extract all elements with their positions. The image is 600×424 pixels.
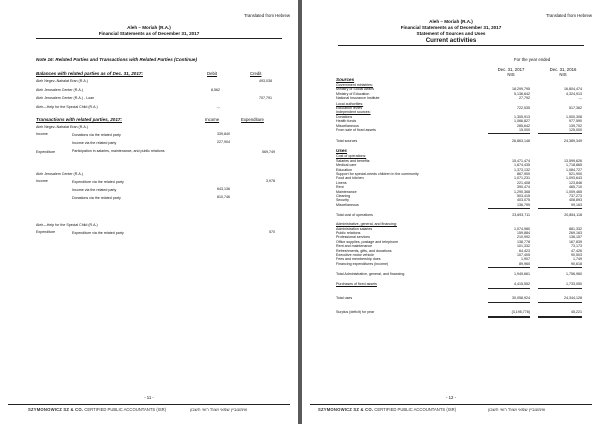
translated-note: Translated from Hebrew (244, 13, 290, 18)
rule-line (488, 288, 530, 289)
admin-row-2017: 64,423 (519, 248, 530, 253)
admin-row-2016: 90,503 (571, 253, 582, 257)
transaction-income: 643,136 (217, 187, 230, 191)
ops-row-label: Linens (336, 180, 347, 185)
total-sources-2016: 24,389,349 (564, 139, 582, 144)
title-statements: Financial Statements as of December 31, 2017 (400, 25, 502, 30)
transaction-entity: Aleh Negev–Nahalat Eran (R.A.) (36, 125, 88, 129)
rule-line (488, 133, 530, 134)
gov-row-2016: 4,324,913 (566, 91, 582, 96)
col-2016-date: Dec. 31, 2016 (549, 67, 577, 72)
col-2017-currency: NIS (507, 72, 515, 77)
ops-row-2016: 1,718,865 (566, 163, 582, 168)
page-number: - 12 - (445, 395, 457, 400)
total-admin-2017: 1,949,661 (514, 272, 530, 277)
admin-row-2016: 881,332 (569, 226, 582, 231)
indep-heading: Independent sources: (336, 110, 371, 115)
balance-label: Aleh Jerusalem Center (R.A.) (36, 87, 83, 92)
ops-row-2016: 521,900 (569, 172, 582, 176)
translated-note: Translated from Hebrew (546, 13, 592, 18)
transaction-income: 810,746 (217, 195, 230, 199)
ops-row-2016: 123,846 (569, 180, 582, 185)
ops-row-2016: 465,710 (569, 185, 582, 190)
ops-row-2017: 136,799 (517, 202, 530, 207)
debit-column-header: Debit (207, 71, 218, 76)
ops-row-2016: 737,273 (569, 194, 582, 198)
admin-row-2017: 1,074,980 (514, 226, 530, 231)
title-org: Aleh – Moriah (R.A.) (429, 19, 473, 24)
transaction-desc: Donations via the related party (72, 196, 121, 200)
title-statements: Financial Statements as of December 31, 2017 (98, 31, 200, 36)
ops-row-label: Miscellaneous (336, 202, 359, 207)
indep-row-label: From sale of fixed assets (336, 128, 376, 132)
ops-row-label: Cleaning (336, 194, 351, 198)
balances-heading: Balances with related parties as of Dec. 31, 2017: (36, 71, 143, 76)
total-ops-2016: 20,854,118 (564, 213, 582, 218)
ops-row-2017: 221,408 (517, 180, 530, 185)
admin-heading: Administrative, general, and financing: (336, 222, 397, 227)
admin-row-label: Financing expenditures (income) (336, 261, 389, 266)
transaction-desc: Expenditure via the related party (72, 180, 124, 184)
admin-row-label: Administration salaries (336, 226, 373, 231)
indep-row-label: Donations (336, 114, 353, 119)
gov-row-2017: 5,136,642 (514, 91, 530, 96)
local-row-2017: 722,535 (517, 106, 530, 110)
balance-credit: 707,791 (259, 96, 272, 100)
surplus-2017: (3,195,778) (511, 310, 530, 315)
sources-heading: Sources (336, 77, 355, 82)
ops-row-2016: 99,163 (571, 202, 582, 207)
indep-row-2017: 1,305,913 (514, 114, 530, 119)
total-sources-2017: 26,863,146 (512, 139, 530, 144)
ops-row-label: Medical care (336, 163, 357, 168)
admin-row-2016: 73,173 (571, 244, 582, 249)
gov-row-2017: 27,792 (519, 96, 530, 101)
ops-row-2016: 1,093,643 (566, 176, 582, 181)
gov-row-label: National Insurance Institute (336, 96, 380, 101)
ops-row-2017: 867,900 (517, 172, 530, 176)
rule-line (538, 208, 582, 209)
ops-row-label: Support for special-needs children in the community (336, 172, 419, 176)
transactions-heading: Transactions with related parties, 2017: (36, 117, 122, 122)
admin-row-2017: 107,405 (517, 253, 530, 257)
footer-firm: SZYMONOWICZ SZ & CO. CERTIFIED PUBLIC ACCOUNTANTS (ISR) (318, 407, 457, 412)
admin-row-2016: 269,163 (569, 231, 582, 235)
local-row-2016: 517,362 (569, 106, 582, 110)
note-heading: Note 16: Related Parties and Transactions with Related Parties (Continue) (36, 57, 197, 62)
rule-line (488, 267, 530, 268)
balance-debit: 8,562 (211, 87, 220, 92)
surplus-label: Surplus (deficit) for year (336, 310, 375, 315)
balance-label: Aleh—Help for the Special Child (R.A.) (36, 104, 98, 109)
indep-row-2017: 15,000 (519, 128, 530, 132)
total-uses-label: Total uses (336, 296, 353, 301)
surplus-2016: 45,221 (571, 310, 582, 315)
admin-row-label: Refreshments, gifts, and donations (336, 248, 392, 253)
transaction-entity: Aleh—Help for the Special Child (R.A.) (36, 223, 98, 227)
ops-heading: Cost of operations: (336, 154, 367, 159)
transaction-entity: Aleh Jerusalem Center (R.A.) (36, 172, 83, 176)
gov-row-label: Ministry of Education (336, 91, 370, 96)
document-page-11 (0, 0, 298, 424)
period-header: For the year ended (514, 57, 551, 62)
ops-row-label: Security (336, 198, 349, 203)
total-uses-2016: 24,344,128 (564, 296, 582, 301)
transaction-expenditure: 569,749 (262, 150, 275, 154)
ops-row-2017: 1,373,132 (514, 167, 530, 172)
total-sources-label: Total sources (336, 139, 358, 144)
admin-row-2016: 47,426 (571, 248, 582, 253)
rule-line (488, 208, 530, 209)
admin-row-2016: 136,157 (569, 235, 582, 240)
ops-row-2017: 503,415 (517, 194, 530, 198)
ops-row-label: Maintenance (336, 189, 357, 194)
ops-row-2017: 1,290,368 (514, 189, 530, 194)
rule-line (538, 288, 582, 289)
indep-row-2016: 139,702 (569, 123, 582, 128)
total-admin-2016: 1,756,960 (566, 272, 582, 277)
admin-row-2017: 159,884 (517, 231, 530, 235)
rule-line (538, 133, 582, 134)
ops-row-label: Rent (336, 185, 344, 190)
transaction-expenditure: 570 (269, 230, 275, 234)
local-row-label: Education levies (336, 106, 363, 110)
indep-row-2017: 1,066,827 (514, 119, 530, 124)
gov-row-label: Ministry of Social Affairs (336, 87, 375, 92)
ops-row-2016: 408,893 (569, 198, 582, 203)
admin-row-label: Fees and membership dues (336, 257, 381, 262)
transaction-type: Expenditure (36, 230, 56, 234)
title-current-activities: Current activities (425, 37, 477, 44)
fixed-assets-label: Purchases of fixed assets (336, 282, 377, 287)
admin-row-label: Office supplies, postage and telephone (336, 239, 399, 244)
transaction-desc: Participation in salaries, maintenance, and public relations (72, 149, 165, 153)
transaction-income: 227,904 (217, 140, 230, 144)
admin-row-label: Rent and maintenance (336, 244, 373, 249)
gov-row-2017: 18,299,795 (512, 87, 530, 92)
gov-heading: Government ministries: (336, 83, 373, 87)
gov-row-2016: -,- (578, 96, 582, 101)
admin-row-2017: 138,778 (517, 239, 530, 244)
transaction-desc: Donations via the related party (72, 133, 121, 137)
ops-row-label: Salaries and benefits (336, 158, 370, 163)
footer-hebrew: שימונוביץ שמאי ושות' רואי חשבון (488, 407, 546, 412)
fixed-assets-2017: 4,415,552 (514, 282, 530, 287)
indep-row-label: Miscellaneous (336, 123, 359, 128)
balance-label: Aleh Negev–Nahalat Eran (R.A.) (36, 79, 88, 83)
ops-row-label: Food and kitchen (336, 176, 364, 181)
admin-row-2016: 167,839 (569, 239, 582, 244)
admin-row-2017: 89,960 (519, 261, 530, 266)
balance-debit: -,- (216, 104, 220, 109)
local-heading: Local authorities: (336, 101, 364, 106)
uses-heading: Uses (336, 148, 347, 154)
ops-row-2017: 1,071,231 (514, 176, 530, 181)
transaction-desc: Expenditure via the related party (72, 231, 124, 235)
rule-line (488, 302, 530, 303)
footer-hebrew: שימונוביץ שמאי ושות' רואי חשבון (190, 407, 248, 412)
total-ops-2017: 23,693,711 (512, 213, 530, 218)
document-page-12 (302, 0, 600, 424)
ops-row-2017: 15,471,474 (512, 158, 530, 163)
col-2016-currency: NIS (559, 72, 567, 77)
total-admin-label: Total Administrative, general, and financing (336, 272, 405, 277)
expenditure-column-header: Expenditure (241, 117, 264, 122)
rule-line (538, 317, 582, 318)
page-number: - 11 - (144, 395, 154, 400)
footer-firm: SZYMONOWICZ SZ & CO. CERTIFIED PUBLIC ACCOUNTANTS (ISR) (28, 407, 167, 412)
gov-row-2016: 16,804,474 (564, 87, 582, 92)
admin-row-2016: 1,749 (573, 257, 582, 262)
transaction-type: Income (36, 132, 48, 136)
rule-line (538, 267, 582, 268)
title-org: Aleh – Moriah (R.A.) (127, 25, 171, 30)
transaction-type: Income (36, 179, 48, 183)
indep-row-2017: 285,642 (517, 123, 530, 128)
title-statement: Statement of Sources and Uses (416, 31, 486, 36)
transaction-type: Expenditure (36, 150, 56, 154)
transaction-desc: Income via the related party (72, 188, 117, 192)
credit-column-header: Credit (250, 71, 262, 76)
balance-credit: 493,038 (259, 79, 272, 83)
income-column-header: Income (205, 117, 220, 122)
indep-row-label: Health funds (336, 119, 357, 124)
ops-row-2017: 403,075 (517, 198, 530, 203)
ops-row-label: Education (336, 167, 352, 172)
fixed-assets-2016: 1,733,050 (566, 282, 582, 287)
ops-row-2016: 1,084,727 (566, 167, 582, 172)
indep-row-2016: 1,500,308 (566, 114, 582, 119)
admin-row-2017: 101,332 (517, 244, 530, 249)
total-uses-2017: 30,058,924 (512, 296, 530, 301)
col-2017-date: Dec. 31, 2017 (497, 67, 525, 72)
admin-row-label: Executive motor vehicle (336, 253, 374, 257)
total-ops-label: Total cost of operations (336, 213, 373, 218)
balance-label: Aleh Jerusalem Center (R.A.) - Loan (36, 96, 95, 100)
ops-row-2016: 13,599,626 (564, 158, 582, 163)
indep-row-2016: 977,590 (569, 119, 582, 124)
admin-row-2017: 1,907 (521, 257, 530, 262)
admin-row-2017: 210,992 (517, 235, 530, 240)
admin-row-label: Professional services (336, 235, 370, 240)
ops-row-2016: 1,009,465 (566, 189, 582, 194)
ops-row-2017: 1,674,435 (514, 163, 530, 168)
rule-line (538, 302, 582, 303)
ops-row-2017: 390,474 (517, 185, 530, 190)
rule-line (488, 317, 530, 318)
admin-row-2016: 90,618 (571, 261, 582, 266)
transaction-desc: Income via the related party (72, 141, 117, 145)
transaction-expenditure: 3,978 (266, 179, 275, 183)
transaction-income: 339,840 (217, 132, 230, 136)
indep-row-2016: 125,000 (569, 128, 582, 132)
admin-row-label: Public relations (336, 231, 361, 235)
